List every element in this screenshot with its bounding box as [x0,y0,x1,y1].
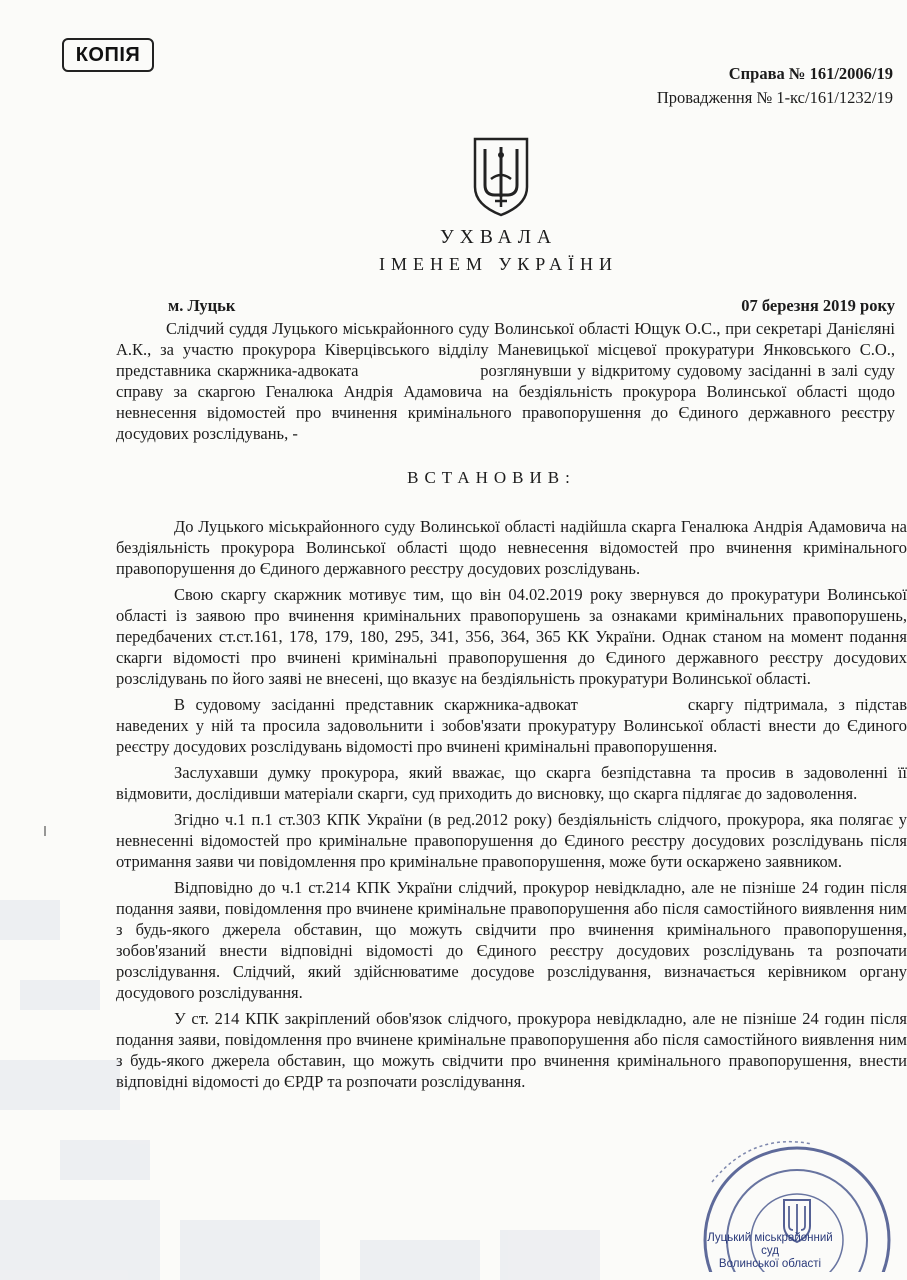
paragraph-complaint-motivation: Свою скаргу скаржник мотивує тим, що він 04.02.2019 року звернувся до прокуратури Волинської області із заявою про вчинення кримінальних правопорушень за ознаками кримінальних правопорушень, передбачених ст.ст.161, 178, 179, 180, 295, 341, 356, 364, 365 КК України. Однак станом на момент подання скарги відомості про вчинені кримінальні правопорушення до Єдиного державного реєстру досудових розслідувань по його заяві не внесені, що вказує на бездіяльність прокуратури Волинської області. [116,585,907,688]
document-body [116,516,907,1097]
paragraph-complaint-received: До Луцького міськрайонного суду Волинської області надійшла скарга Геналюка Андрія Адамовича на бездіяльність прокурора Волинської області щодо невнесення відомостей про вчинення кримінального правопорушення до Єдиного державного реєстру досудових розслідувань. [116,517,907,578]
case-number: Справа № 161/2006/19 [728,64,893,83]
paragraph-hearing-text-2: скаргу підтримала, з підстав наведених у ній та просила задовольнити і зобов'язати прокуратуру Волинської області внести до Єдиного реєстру досудових розслідувань відомості про вчинені кримінальні правопорушення. [116,695,907,756]
intro-text-after-redaction: розглянувши у відкритому судовому засіданні в залі суду справу за скаргою Геналюка Андрія Адамовича на бездіяльність прокурора Волинської області щодо невнесення відомостей про вчинення кримінального правопорушення до Єдиного державного реєстру досудових розслідувань, - [116,361,895,443]
date: 07 березня 2019 року [741,296,895,315]
paragraph-article-214: Відповідно до ч.1 ст.214 КПК України слідчий, прокурор невідкладно, але не пізніше 24 годин після подання заяви, повідомлення про вчинене кримінальне правопорушення або після самостійного виявлення ним з будь-якого джерела обставин, що можуть свідчити про вчинення кримінального правопорушення, зобов'язаний внести відповідні відомості до Єдиного реєстру досудових розслідувань та розпочати розслідування. Слідчий, який здійснюватиме досудове розслідування, визначається керівником органу досудового розслідування. [116,878,907,1002]
paragraph-court-conclusion: Заслухавши думку прокурора, який вважає, що скарга безпідставна та просив в задоволенні її відмовити, дослідивши матеріали скарги, суд приходить до висновку, що скарга підлягає до задоволення. [116,763,907,803]
proceeding-number: Провадження № 1-кс/161/1232/19 [656,88,893,107]
place: м. Луцьк [168,296,236,315]
case-header [657,62,893,110]
seal-caption [700,1232,840,1271]
paragraph-article-303: Згідно ч.1 п.1 ст.303 КПК України (в ред.2012 року) бездіяльність слідчого, прокурора, яка полягає у невнесенні відомостей про кримінальне правопорушення до Єдиного реєстру досудових розслідувань після отримання заяви чи повідомлення про кримінальне правопорушення, може бути оскаржено заявником. [116,810,907,871]
document-title-block [0,225,907,277]
intro-text-before-redaction: Слідчий суддя Луцького міськрайонного суду Волинської області Ющук О.С., при секретарі Данієляні А.К., за участю прокурора Ківерцівського відділу Маневицької місцевої прокуратури Янковського С.О., представника скаржника-адвоката [116,319,895,380]
document-subtitle: ІМЕНЕМ УКРАЇНИ [379,254,618,274]
seal-caption-line-1: Луцький міськрайонний суд [707,1232,833,1257]
paragraph-article-214-duty: У ст. 214 КПК закріплений обов'язок слідчого, прокурора невідкладно, але не пізніше 24 годин після подання заяви, повідомлення про вчинене кримінальне правопорушення або після самостійного виявлення ним з будь-якого джерела обставин, що можуть свідчити про вчинення кримінального правопорушення, внести відповідні відомості до ЄРДР та розпочати розслідування. [116,1009,907,1091]
seal-caption-line-2: Волинської області [718,1258,822,1270]
paragraph-hearing [116,694,907,757]
place-date-line [168,296,895,316]
document-title: УХВАЛА [439,227,558,248]
copy-stamp: КОПІЯ [62,38,154,72]
intro-paragraph [116,318,895,444]
trident-emblem-icon [471,135,531,217]
paragraph-hearing-text-1: В судовому засіданні представник скаржника-адвокат [174,695,578,714]
section-heading: ВСТАНОВИВ: [407,468,576,487]
